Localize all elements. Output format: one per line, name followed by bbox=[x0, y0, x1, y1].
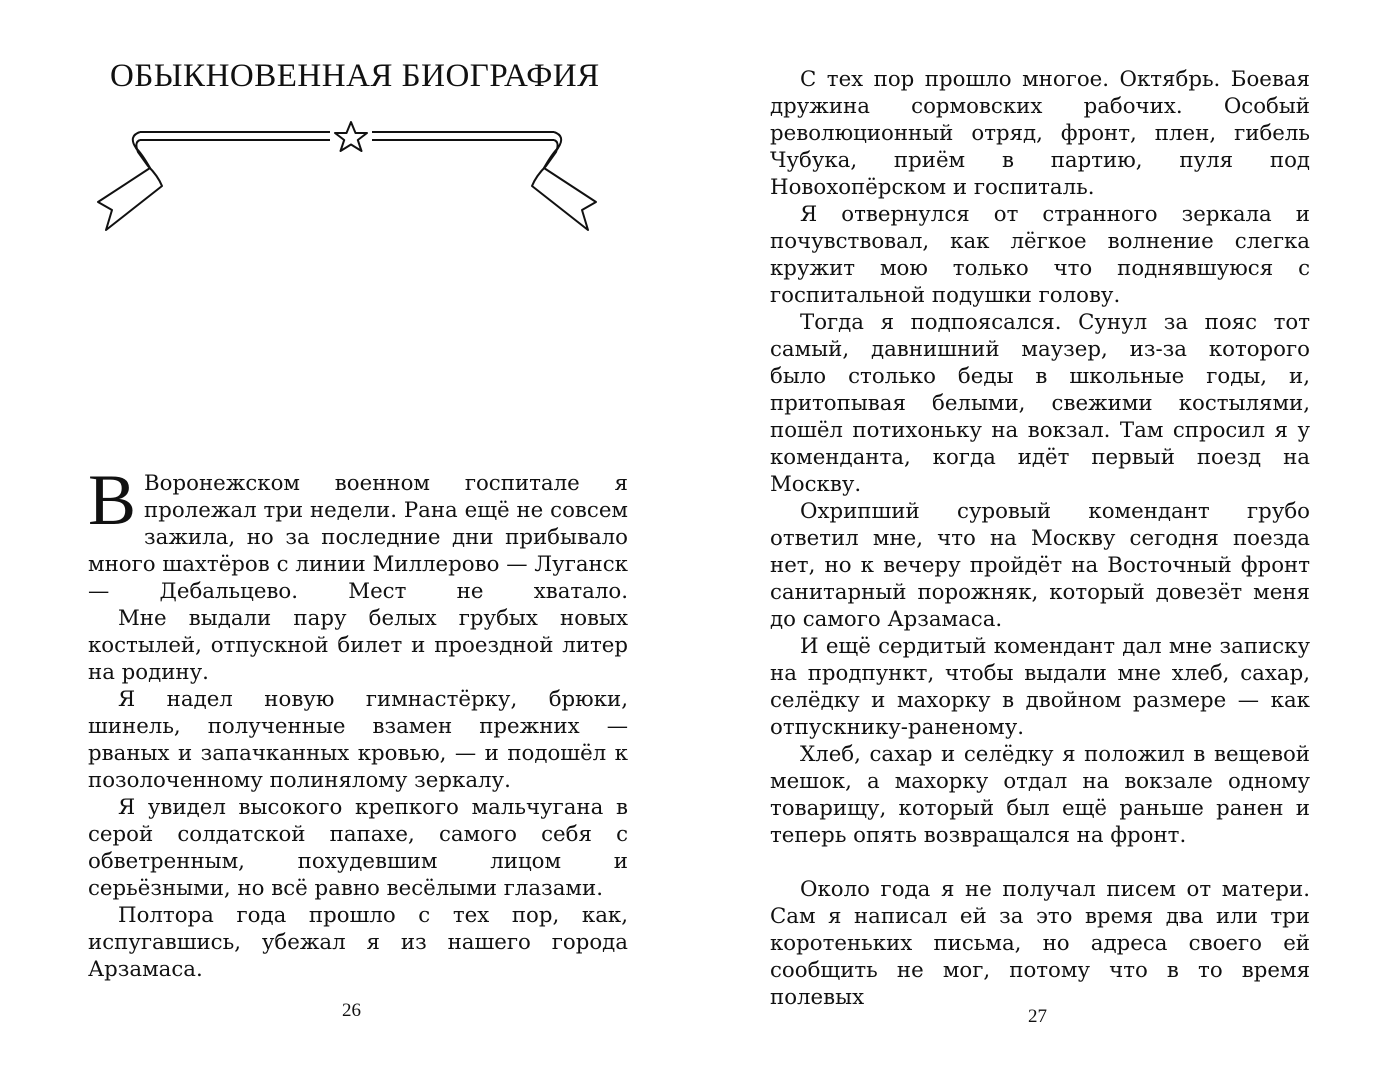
paragraph-6: С тех пор прошло многое. Октябрь. Боевая дружина сормовских рабочих. Особый революционный отряд, фронт, плен, гибель Чубука, приём в партию, пуля под Новохопёрском и госпиталь. bbox=[770, 67, 1310, 200]
paragraph-12: Около года я не получал писем от матери. Сам я написал ей за это время два или три коротеньких письма, но адреса своего ей сообщить не мог, потому что в то время полевых bbox=[770, 877, 1310, 1010]
paragraph-11: Хлеб, сахар и селёдку я положил в вещевой мешок, а махорку отдал на вокзале одному товарищу, который был ещё раньше ранен и теперь опять возвращался на фронт. bbox=[770, 742, 1310, 848]
ribbon-star-icon bbox=[92, 118, 612, 244]
drop-cap: В bbox=[88, 460, 137, 540]
right-page-text bbox=[770, 66, 1310, 1011]
paragraph-9: Охрипший суровый комендант грубо ответил мне, что на Москву сегодня поезда нет, но к вечеру пройдёт на Восточный фронт санитарный порожняк, который довезёт меня до самого Арзамаса. bbox=[770, 499, 1310, 632]
left-page bbox=[0, 0, 690, 1080]
paragraph-8: Тогда я подпоясался. Сунул за пояс тот самый, давнишний маузер, из-за которого было столько беды в школьные годы, и, притопывая белыми, свежими костылями, пошёл потихоньку на вокзал. Там спросил я у коменданта, когда идёт первый поезд на Москву. bbox=[770, 310, 1310, 497]
page-number: 26 bbox=[342, 1000, 361, 1021]
left-page-text bbox=[88, 460, 628, 983]
paragraph-4: Я увидел высокого крепкого мальчугана в серой солдатской папахе, самого себя с обветренным, похудевшим лицом и серьёзными, но всё равно весёлыми глазами. bbox=[88, 795, 628, 901]
paragraph-3: Я надел новую гимнастёрку, брюки, шинель, полученные взамен прежних — рваных и запачканных кровью, — и подошёл к позолоченному полинялому зеркалу. bbox=[88, 687, 628, 793]
chapter-title: ОБЫКНОВЕННАЯ БИОГРАФИЯ bbox=[110, 58, 600, 94]
paragraph-10: И ещё сердитый комендант дал мне записку на продпункт, чтобы выдали мне хлеб, сахар, селёдку и махорку в двойном размере — как отпускнику-раненому. bbox=[770, 634, 1310, 740]
right-page bbox=[690, 0, 1382, 1080]
paragraph-1: В Воронежском военном госпитале я пролежал три недели. Рана ещё не совсем зажила, но за последние дни прибывало много шахтёров с линии Миллерово — Луганск — Дебальцево. Мест не хватало. bbox=[88, 460, 628, 604]
page-number: 27 bbox=[1028, 1006, 1047, 1027]
paragraph-5: Полтора года прошло с тех пор, как, испугавшись, убежал я из нашего города Арзамаса. bbox=[88, 903, 628, 982]
paragraph-2: Мне выдали пару белых грубых новых костылей, отпускной билет и проездной литер на родину. bbox=[88, 606, 628, 685]
paragraph-7: Я отвернулся от странного зеркала и почувствовал, как лёгкое волнение слегка кружит мою только что поднявшуюся с госпитальной подушки голову. bbox=[770, 202, 1310, 308]
